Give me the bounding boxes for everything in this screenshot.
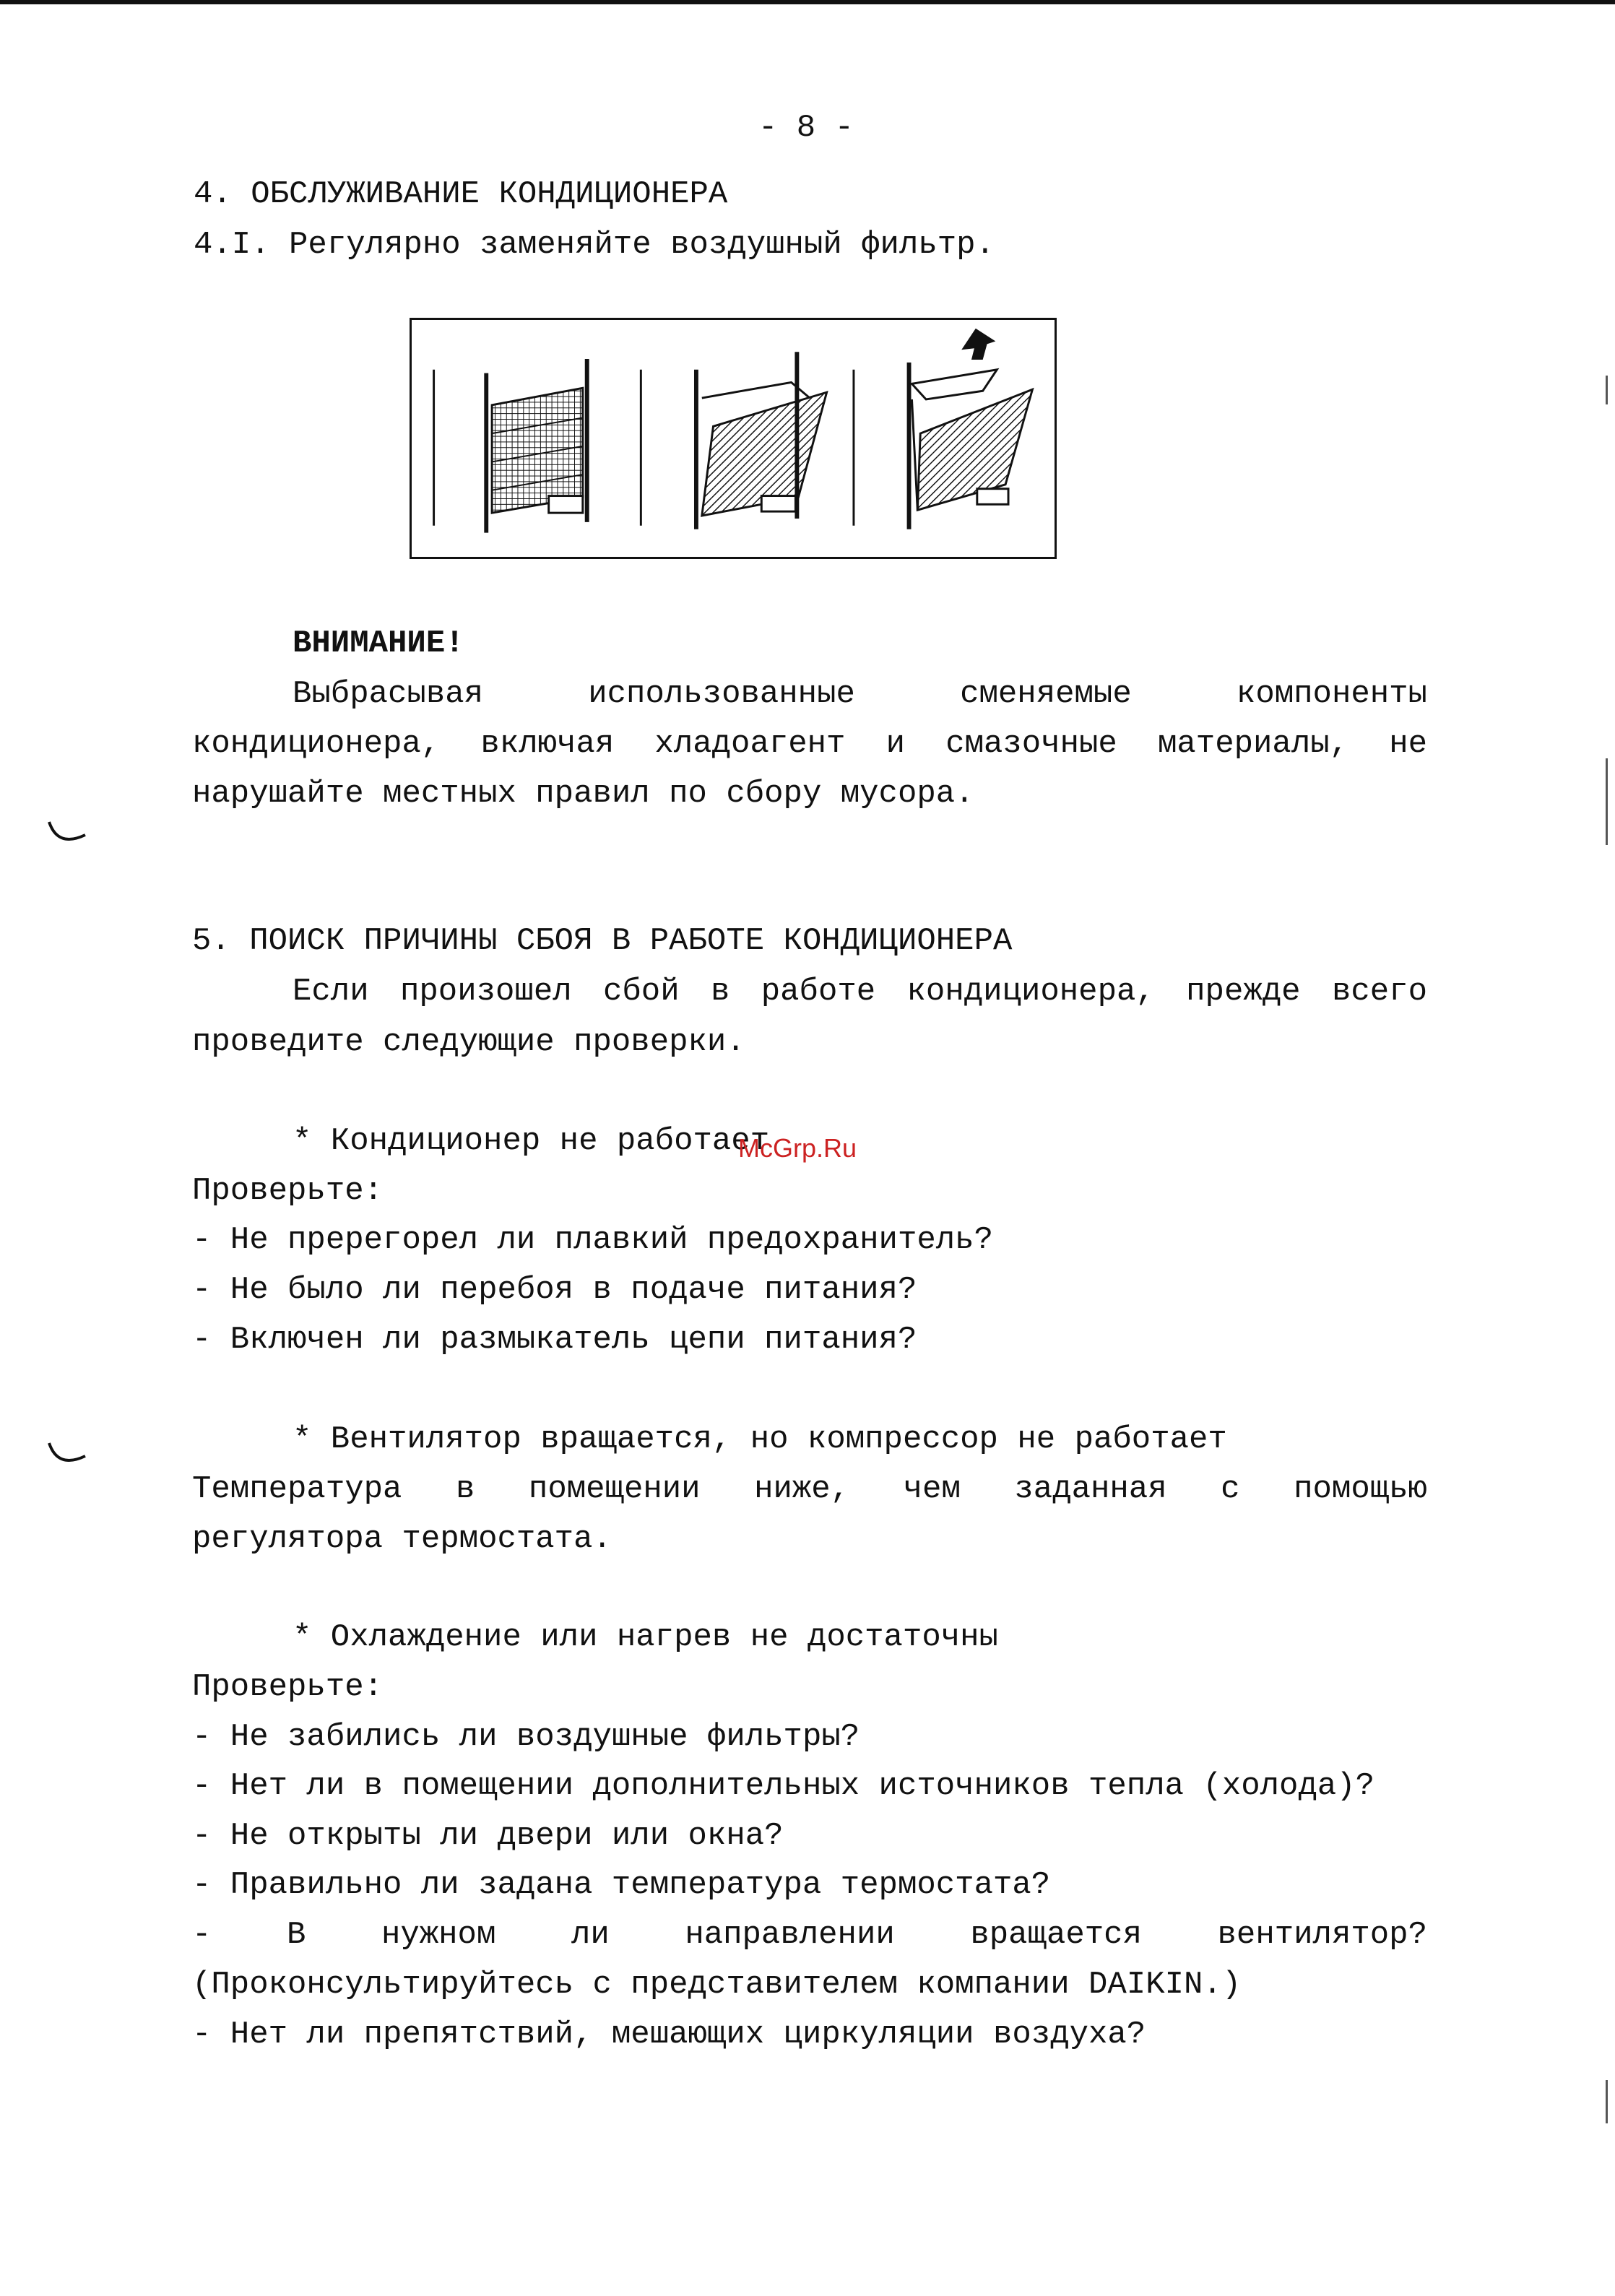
- word: заданная: [1014, 1471, 1167, 1507]
- warning-title: ВНИМАНИЕ!: [293, 625, 464, 662]
- case3-last-item: - Нет ли препятствий, мешающих циркуляции воздуха?: [192, 2016, 1146, 2053]
- word: смазочные: [945, 726, 1117, 762]
- filter-tilt-icon: [696, 352, 827, 529]
- word: произошел: [399, 974, 572, 1010]
- section4-subheading: 4.I. Регулярно заменяйте воздушный фильтр.: [194, 227, 995, 263]
- binder-hole-mark: [43, 1437, 94, 1473]
- edge-mark: [1606, 376, 1608, 404]
- page-number: - 8 -: [758, 110, 854, 146]
- warning-line-2: [192, 719, 1427, 769]
- case3-title: * Охлаждение или нагрев не достаточны: [293, 1619, 998, 1655]
- word: помощью: [1294, 1471, 1427, 1507]
- case1-item: - Не было ли перебоя в подаче питания?: [192, 1272, 917, 1308]
- section5-intro-line-2: проведите следующие проверки.: [192, 1024, 745, 1060]
- word: сменяемые: [960, 676, 1132, 712]
- word: чем: [903, 1471, 961, 1507]
- word: и: [886, 726, 906, 762]
- word: прежде: [1186, 974, 1301, 1010]
- word: в: [710, 974, 730, 1010]
- edge-mark: [1606, 2080, 1608, 2123]
- word: направлении: [685, 1917, 895, 1953]
- case2-line-1: [192, 1464, 1427, 1515]
- case3-item: - Не забились ли воздушные фильтры?: [192, 1719, 860, 1755]
- case3-fan-line: [192, 1910, 1427, 1960]
- word: компоненты: [1236, 676, 1427, 712]
- word: включая: [480, 726, 615, 762]
- case3-item: - Нет ли в помещении дополнительных источников тепла (холода)?: [192, 1768, 1375, 1804]
- case3-fan-line-2: (Проконсультируйтесь с представителем компании DAIKIN.): [192, 1967, 1242, 2003]
- word: в: [455, 1471, 475, 1507]
- word: нужном: [381, 1917, 496, 1953]
- word: кондиционера,: [906, 974, 1155, 1010]
- word: сбой: [602, 974, 680, 1010]
- filter-figure-svg: [412, 320, 1055, 557]
- word: -: [192, 1917, 212, 1953]
- word: ли: [571, 1917, 610, 1953]
- word: хладоагент: [654, 726, 846, 762]
- case1-item: - Не пререгорел ли плавкий предохранитель?: [192, 1222, 993, 1258]
- case3-item: - Правильно ли задана температура термостата?: [192, 1867, 1051, 1903]
- word: вращается: [970, 1917, 1142, 1953]
- binder-hole-mark: [43, 816, 94, 852]
- top-border-line: [0, 0, 1615, 4]
- up-arrow-icon: [961, 329, 995, 360]
- case3-check-label: Проверьте:: [192, 1669, 384, 1705]
- case1-title: * Кондиционер не работает: [293, 1123, 770, 1159]
- word: помещении: [528, 1471, 701, 1507]
- case3-item: - Не открыты ли двери или окна?: [192, 1818, 784, 1854]
- word: кондиционера,: [192, 726, 441, 762]
- section5-heading: 5. ПОИСК ПРИЧИНЫ СБОЯ В РАБОТЕ КОНДИЦИОНЕРА: [192, 923, 1013, 959]
- word: материалы,: [1157, 726, 1349, 762]
- case1-check-label: Проверьте:: [192, 1173, 384, 1209]
- watermark: McGrp.Ru: [738, 1133, 857, 1163]
- case2-line-2: регулятора термостата.: [192, 1521, 612, 1557]
- word: использованные: [588, 676, 855, 712]
- word: Если: [293, 974, 369, 1010]
- case2-title: * Вентилятор вращается, но компрессор не работает: [293, 1421, 1227, 1457]
- warning-line-1: [293, 669, 1427, 719]
- filter-remove-icon: [909, 329, 1033, 529]
- filter-replacement-figure: [410, 318, 1057, 559]
- word: В: [286, 1917, 306, 1953]
- warning-line-3: нарушайте местных правил по сбору мусора.: [192, 776, 974, 812]
- word: ниже,: [754, 1471, 850, 1507]
- word: работе: [761, 974, 876, 1010]
- word: вентилятор?: [1217, 1917, 1427, 1953]
- word: с: [1221, 1471, 1240, 1507]
- case1-item: - Включен ли размыкатель цепи питания?: [192, 1322, 917, 1358]
- word: не: [1389, 726, 1427, 762]
- section5-intro-line-1: [293, 966, 1427, 1017]
- word: Выбрасывая: [293, 676, 484, 712]
- word: Температура: [192, 1471, 402, 1507]
- section4-heading: 4. ОБСЛУЖИВАНИЕ КОНДИЦИОНЕРА: [194, 176, 728, 212]
- word: всего: [1331, 974, 1427, 1010]
- filter-panel-icon: [486, 359, 586, 533]
- edge-mark: [1606, 758, 1608, 845]
